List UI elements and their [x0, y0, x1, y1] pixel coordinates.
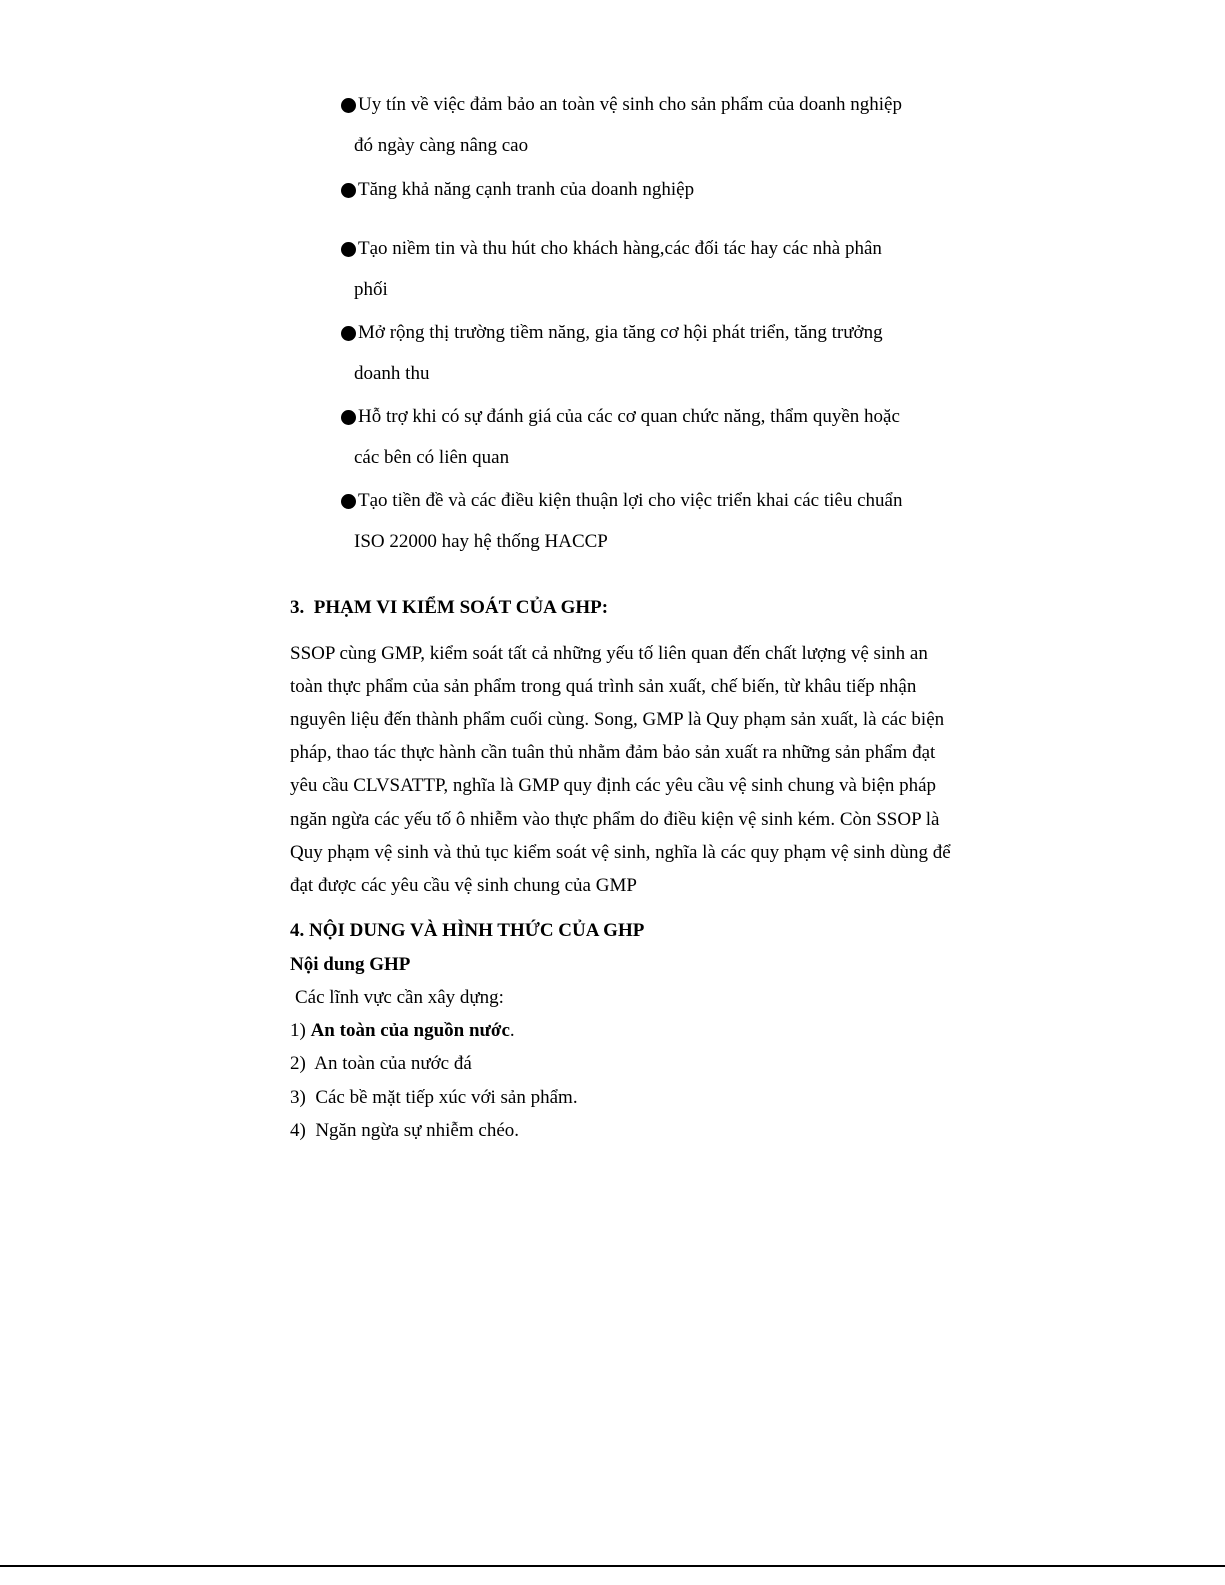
bullet-continuation: các bên có liên quan	[354, 447, 510, 468]
list-item-text: Các bề mặt tiếp xúc với sản phẩm.	[315, 1087, 578, 1108]
bullet-text: Tạo tiền đề và các điều kiện thuận lợi cho việc triển khai các tiêu chuẩn	[358, 490, 903, 511]
paragraph-line: SSOP cùng GMP, kiểm soát tất cả những yếu tố liên quan đến chất lượng vệ sinh an	[290, 643, 928, 664]
bullet-continuation: ISO 22000 hay hệ thống HACCP	[354, 531, 608, 552]
list-item-text: An toàn của nước đá	[314, 1053, 472, 1074]
paragraph-line: đạt được các yêu cầu vệ sinh chung của GMP	[290, 875, 637, 896]
bullet-dot-icon	[341, 98, 356, 113]
paragraph-line: ngăn ngừa các yếu tố ô nhiễm vào thực phẩm do điều kiện vệ sinh kém. Còn SSOP là	[290, 809, 940, 830]
paragraph-line: toàn thực phẩm của sản phẩm trong quá trình sản xuất, chế biến, từ khâu tiếp nhận	[290, 676, 917, 697]
list-item-3	[290, 1086, 578, 1110]
section-4-subtitle: Nội dung GHP	[290, 954, 411, 975]
list-item-2	[290, 1052, 472, 1076]
paragraph-line: yêu cầu CLVSATTP, nghĩa là GMP quy định các yêu cầu vệ sinh chung và biện pháp	[290, 775, 937, 796]
list-item-text: Ngăn ngừa sự nhiễm chéo.	[315, 1120, 520, 1141]
section-4-intro: Các lĩnh vực cần xây dựng:	[295, 987, 504, 1008]
paragraph-line: Quy phạm vệ sinh và thủ tục kiểm soát vệ sinh, nghĩa là các quy phạm vệ sinh dùng để	[290, 842, 951, 863]
section-4-heading: 4. NỘI DUNG VÀ HÌNH THỨC CỦA GHP	[290, 920, 645, 941]
bullet-item-2	[341, 178, 694, 202]
bullet-dot-icon	[341, 183, 356, 198]
bullet-item-3	[341, 237, 882, 261]
bullet-item-1	[341, 93, 902, 117]
section-3-number: 3.	[290, 597, 305, 618]
bullet-text: Hỗ trợ khi có sự đánh giá của các cơ quan chức năng, thẩm quyền hoặc	[358, 406, 900, 427]
bullet-text: Tăng khả năng cạnh tranh của doanh nghiệp	[358, 179, 695, 200]
bullet-item-6	[341, 489, 902, 513]
list-item-1	[290, 1019, 515, 1043]
list-item-number: 3)	[290, 1087, 306, 1108]
bullet-dot-icon	[341, 410, 356, 425]
list-item-number: 1)	[290, 1020, 306, 1041]
bullet-dot-icon	[341, 242, 356, 257]
bullet-text: Tạo niềm tin và thu hút cho khách hàng,các đối tác hay các nhà phân	[358, 238, 882, 259]
paragraph-line: pháp, thao tác thực hành cần tuân thủ nhằm đảm bảo sản xuất ra những sản phẩm đạt	[290, 742, 936, 763]
bullet-item-5	[341, 405, 900, 429]
bullet-dot-icon	[341, 494, 356, 509]
bullet-text: Uy tín về việc đảm bảo an toàn vệ sinh cho sản phẩm của doanh nghiệp	[358, 94, 902, 115]
bullet-text: Mở rộng thị trường tiềm năng, gia tăng cơ hội phát triển, tăng trưởng	[358, 322, 883, 343]
section-3-heading	[290, 596, 608, 620]
list-item-text: An toàn của nguồn nước	[310, 1020, 510, 1041]
list-item-4	[290, 1119, 519, 1143]
bullet-continuation: phối	[354, 279, 388, 300]
bullet-continuation: doanh thu	[354, 363, 430, 384]
list-item-number: 2)	[290, 1053, 306, 1074]
paragraph-line: nguyên liệu đến thành phẩm cuối cùng. Song, GMP là Quy phạm sản xuất, là các biện	[290, 709, 945, 730]
page-bottom-divider	[0, 1565, 1225, 1567]
bullet-item-4	[341, 321, 883, 345]
bullet-dot-icon	[341, 326, 356, 341]
bullet-continuation: đó ngày càng nâng cao	[354, 135, 529, 156]
list-item-suffix: .	[509, 1020, 515, 1041]
list-item-number: 4)	[290, 1120, 306, 1141]
section-3-title: PHẠM VI KIỂM SOÁT CỦA GHP:	[313, 597, 609, 618]
